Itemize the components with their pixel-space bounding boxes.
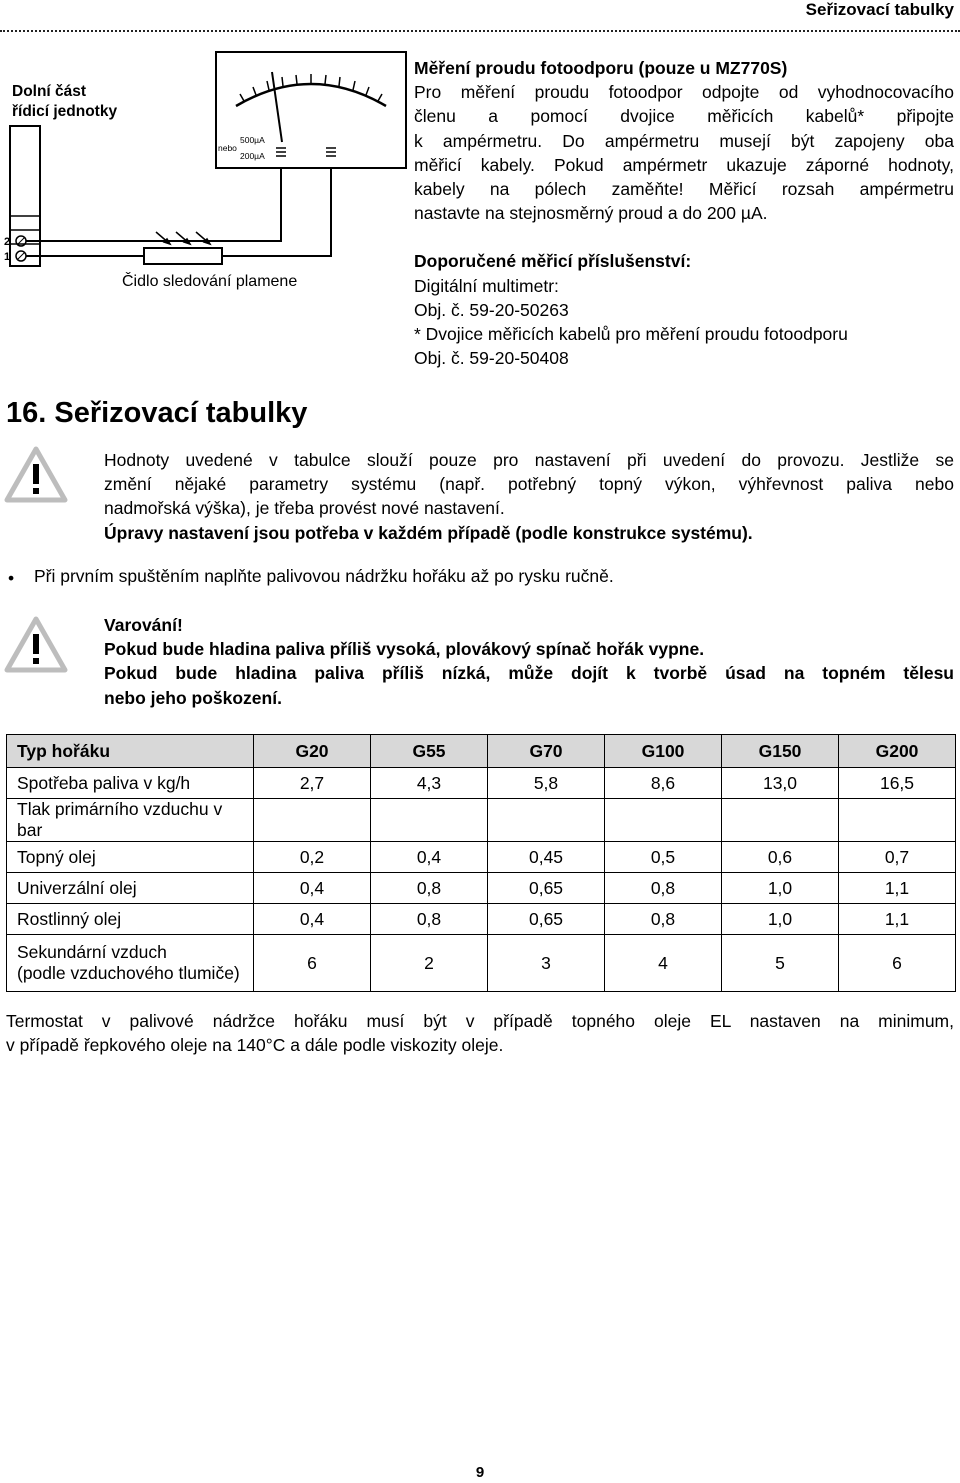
table-cell: 0,8 <box>605 873 722 904</box>
table-cell: 0,8 <box>371 904 488 935</box>
table-cell: 0,7 <box>839 842 956 873</box>
header-divider <box>0 30 960 32</box>
notice-line: nadmořská výška), je třeba provést nové nastavení. <box>104 498 505 519</box>
table-cell: 1,0 <box>722 873 839 904</box>
table-cell <box>488 799 605 842</box>
measurement-line: členu a pomocí dvojice měřicích kabelů* připojte <box>414 106 954 127</box>
table-cell: 13,0 <box>722 768 839 799</box>
notice-line: Hodnoty uvedené v tabulce slouží pouze pro nastavení při uvedení do provozu. Jestliže se <box>104 450 954 470</box>
table-cell: Tlak primárního vzduchu v bar <box>7 799 254 842</box>
table-cell: 4,3 <box>371 768 488 799</box>
table-row <box>7 873 956 904</box>
warning-triangle-icon <box>4 616 68 674</box>
table-cell: 8,6 <box>605 768 722 799</box>
thermostat-note <box>6 1009 954 1057</box>
table-cell <box>371 799 488 842</box>
wire-to-ammeter-2 <box>222 168 331 256</box>
notice-settings <box>104 448 954 545</box>
table-row <box>7 799 956 842</box>
table-cell <box>722 799 839 842</box>
table-cell: 0,4 <box>371 842 488 873</box>
table-header-cell: G150 <box>722 735 839 768</box>
terminal-number-1: 1 <box>4 251 11 263</box>
table-cell: 6 <box>839 935 956 992</box>
warning-line: Pokud bude hladina paliva příliš vysoká, plovákový spínač hořák vypne. <box>104 639 705 660</box>
measurement-heading: Měření proudu fotoodporu (pouze u MZ770S) <box>414 58 788 78</box>
table-cell: 1,1 <box>839 904 956 935</box>
table-row <box>7 904 956 935</box>
table-cell: 2 <box>371 935 488 992</box>
table-cell: 0,65 <box>488 873 605 904</box>
table-cell: 0,4 <box>254 873 371 904</box>
table-cell: 0,65 <box>488 904 605 935</box>
fuel-level-warning <box>104 613 954 710</box>
diagram-lower-part-label-2: řídicí jednotky <box>12 103 118 120</box>
table-cell: 0,6 <box>722 842 839 873</box>
measurement-section <box>414 56 954 370</box>
page-number: 9 <box>475 1464 485 1481</box>
table-cell: Rostlinný olej <box>7 904 254 935</box>
table-header-row <box>7 735 956 768</box>
table-header-cell: G55 <box>371 735 488 768</box>
secondary-air-sublabel: (podle vzduchového tlumiče) <box>17 963 240 983</box>
bullet-icon: • <box>8 568 15 588</box>
table-row <box>7 768 956 799</box>
notice-bold-line: Úpravy nastavení jsou potřeba v každém případě (podle konstrukce systému). <box>104 522 753 543</box>
measurement-line: kabely na pólech zaměňte! Měřicí rozsah ampérmetru <box>414 179 954 200</box>
measurement-line: Pro měření proudu fotoodpor odpojte od vyhodnocovacího <box>414 82 954 103</box>
table-cell: 0,2 <box>254 842 371 873</box>
table-header-cell: Typ hořáku <box>7 735 254 768</box>
table-header-cell: G70 <box>488 735 605 768</box>
table-cell: Spotřeba paliva v kg/h <box>7 768 254 799</box>
measurement-line: nastavte na stejnosměrný proud a do 200 µA. <box>414 203 768 224</box>
table-cell: Topný olej <box>7 842 254 873</box>
secondary-air-label: Sekundární vzduch <box>17 942 167 962</box>
table-header-cell: G200 <box>839 735 956 768</box>
accessory-line: Digitální multimetr: <box>414 275 559 296</box>
table-cell: 1,0 <box>722 904 839 935</box>
wire-to-ammeter-1 <box>26 168 281 241</box>
measurement-line: měřicí kabely. Pokud ampérmetr ukazuje záporné hodnoty, <box>414 154 954 175</box>
table-row <box>7 842 956 873</box>
accessory-line: * Dvojice měřicích kabelů pro měření proudu fotoodporu <box>414 324 848 345</box>
table-cell <box>7 935 254 992</box>
table-cell: 6 <box>254 935 371 992</box>
warning-triangle-icon <box>4 446 68 504</box>
table-cell: 0,4 <box>254 904 371 935</box>
table-cell: 1,1 <box>839 873 956 904</box>
measurement-line: k ampérmetru. Do ampérmetru musejí být zapojeny oba <box>414 130 954 151</box>
warning-title: Varování! <box>104 615 183 635</box>
table-cell: 4 <box>605 935 722 992</box>
table-cell: 3 <box>488 935 605 992</box>
range-label-2: nebo <box>218 143 237 153</box>
flame-sensor-label: Čidlo sledování plamene <box>122 273 298 290</box>
note-line: v případě řepkového oleje na 140°C a dále podle viskozity oleje. <box>6 1035 504 1056</box>
warning-line: nebo jeho poškození. <box>104 687 282 708</box>
table-cell <box>254 799 371 842</box>
flame-sensor-symbol <box>144 248 222 264</box>
wiring-diagram <box>4 44 408 296</box>
table-header-cell: G100 <box>605 735 722 768</box>
range-label-1: 500µA <box>240 135 265 145</box>
table-cell: 5,8 <box>488 768 605 799</box>
page-header-title: Seřizovací tabulky <box>805 0 954 19</box>
table-row <box>7 935 956 992</box>
table-header-cell: G20 <box>254 735 371 768</box>
table-cell: 2,7 <box>254 768 371 799</box>
table-cell: 5 <box>722 935 839 992</box>
table-cell: Univerzální olej <box>7 873 254 904</box>
bullet-text: Při prvním spuštěním naplňte palivovou nádržku hořáku až po rysku ručně. <box>34 566 614 586</box>
burner-settings-table <box>6 734 956 992</box>
terminal-number-2: 2 <box>4 236 11 248</box>
table-cell: 0,45 <box>488 842 605 873</box>
table-cell <box>605 799 722 842</box>
note-line: Termostat v palivové nádržce hořáku musí být v případě topného oleje EL nastaven na minimum, <box>6 1011 954 1031</box>
diagram-lower-part-label-1: Dolní část <box>12 83 87 100</box>
section-title: 16. Seřizovací tabulky <box>6 397 308 429</box>
table-cell: 0,8 <box>605 904 722 935</box>
notice-line: změní nějaké parametry systému (např. potřebný topný výkon, výhřevnost paliva nebo <box>104 474 954 495</box>
ammeter-needle <box>272 72 282 142</box>
accessories-heading: Doporučené měřicí příslušenství: <box>414 251 692 272</box>
warning-line: Pokud bude hladina paliva příliš nízká, může dojít k tvorbě úsad na topném tělesu <box>104 663 954 684</box>
accessory-line: Obj. č. 59-20-50263 <box>414 299 569 320</box>
table-cell: 16,5 <box>839 768 956 799</box>
table-cell: 0,5 <box>605 842 722 873</box>
accessory-line: Obj. č. 59-20-50408 <box>414 348 569 369</box>
table-cell: 0,8 <box>371 873 488 904</box>
ammeter-scale <box>236 84 386 106</box>
table-cell <box>839 799 956 842</box>
range-label-3: 200µA <box>240 151 265 161</box>
